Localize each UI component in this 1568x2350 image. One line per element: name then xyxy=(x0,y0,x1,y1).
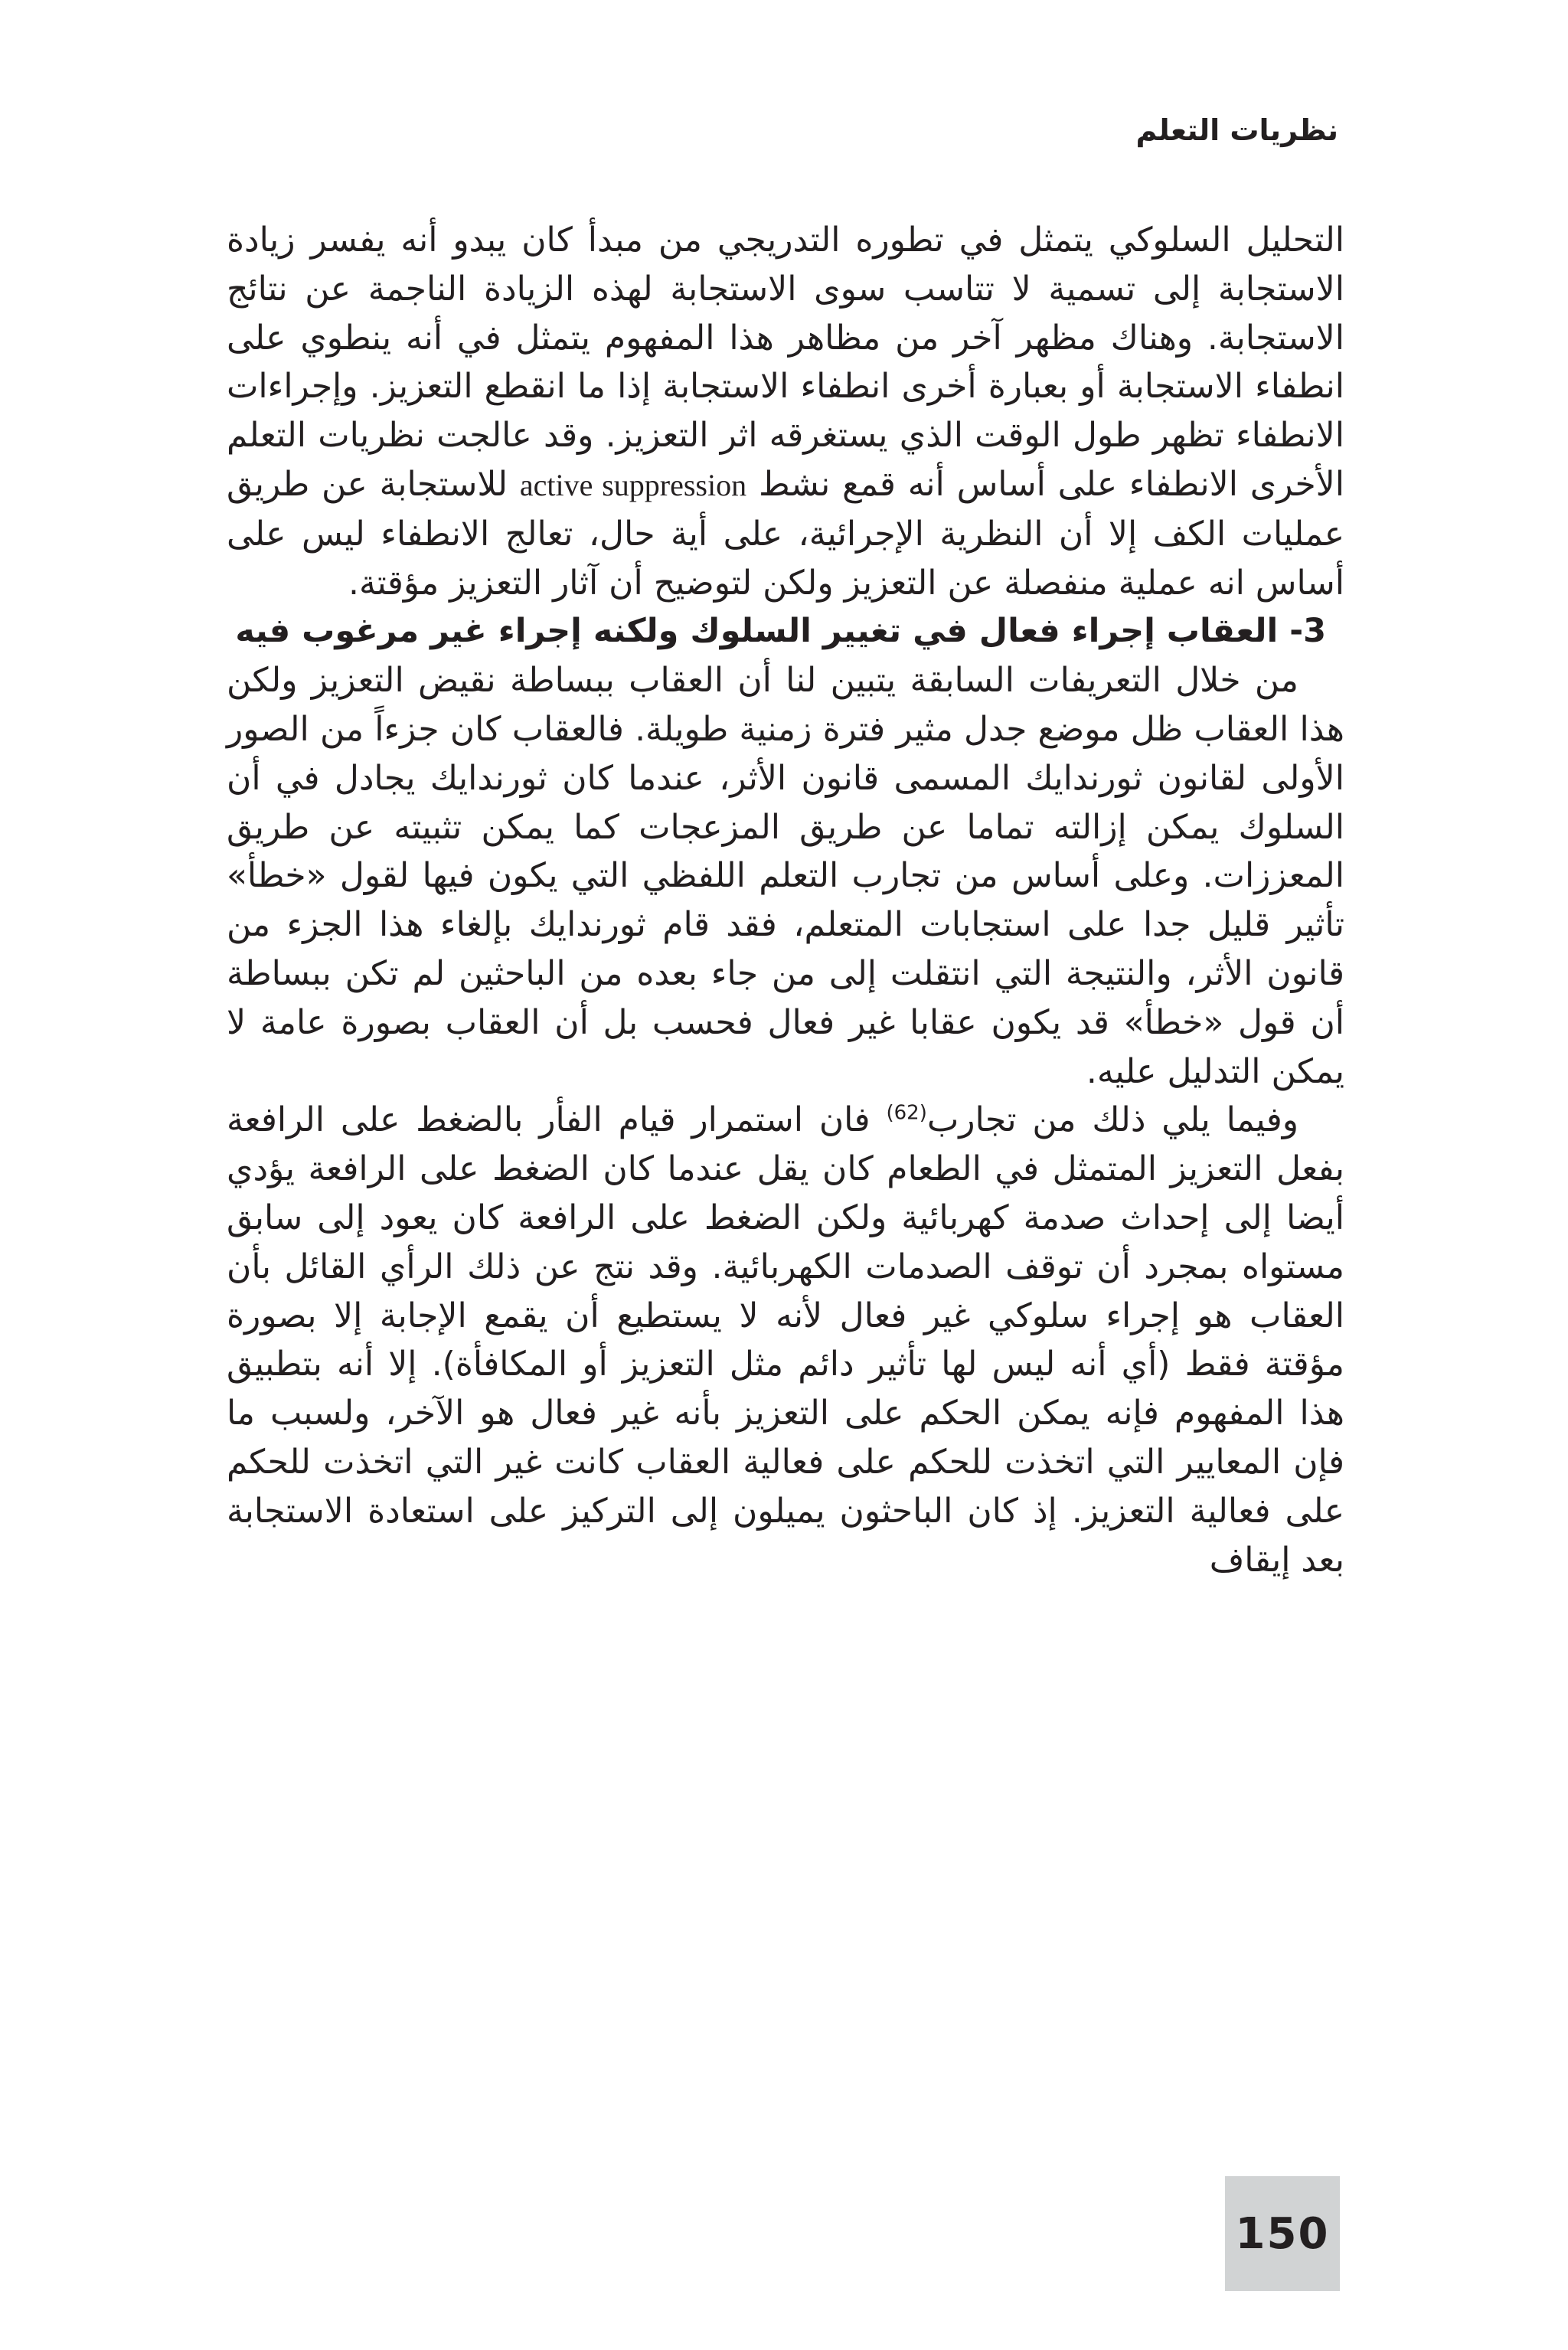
paragraph-3-text-b: فان استمرار قيام الفأر بالضغط على الرافعة بفعل التعزيز المتمثل في الطعام كان يقل عندما كان الضغط على الرافعة يؤدي أيضا إلى إحداث صدمة كهربائية ولكن الضغط على الرافعة كان يعود إلى سابق مستواه بمجرد أن توقف الصدمات الكهربائية. وقد نتج عن ذلك الرأي القائل بأن العقاب هو إجراء سلوكي غير فعال لأنه لا يستطيع أن يقمع الإجابة إلا بصورة مؤقتة فقط (أي أنه ليس لها تأثير دائم مثل التعزيز أو المكافأة). إلا أنه بتطبيق هذا المفهوم فإنه يمكن الحكم على التعزيز بأنه غير فعال هو الآخر، ولسبب ما فإن المعايير التي اتخذت للحكم على فعالية العقاب كانت غير التي اتخذت للحكم على فعالية التعزيز. إذ كان الباحثون يميلون إلى التركيز على استعادة الاستجابة بعد إيقاف xyxy=(227,1100,1344,1580)
running-header: نظريات التعلم xyxy=(1135,113,1338,147)
paragraph-2: من خلال التعريفات السابقة يتبين لنا أن العقاب ببساطة نقيض التعزيز ولكن هذا العقاب ظل موضع جدل مثير فترة زمنية طويلة. فالعقاب كان جزءاً من الصور الأولى لقانون ثورندايك المسمى قانون الأثر، عندما كان ثورندايك يجادل في أن السلوك يمكن إزالته تماما عن طريق المزعجات كما يمكن تثبيته عن طريق المعززات. وعلى أساس من تجارب التعلم اللفظي التي يكون فيها لقول «خطأ» تأثير قليل جدا على استجابات المتعلم، فقد قام ثورندايك بإلغاء هذا الجزء من قانون الأثر، والنتيجة التي انتقلت إلى من جاء بعده من الباحثين لم تكن ببساطة أن قول «خطأ» قد يكون عقابا غير فعال فحسب بل أن العقاب بصورة عامة لا يمكن التدليل عليه. xyxy=(227,661,1344,1091)
page-number-box xyxy=(1225,2176,1340,2291)
section-heading: 3- العقاب إجراء فعال في تغيير السلوك ولكنه إجراء غير مرغوب فيه xyxy=(235,612,1326,651)
paragraph-3 xyxy=(227,1096,1344,1584)
latin-term: active suppression xyxy=(519,467,747,502)
paragraph-1 xyxy=(227,216,1344,607)
paragraph-3-text-a: وفيما يلي ذلك من تجارب xyxy=(926,1100,1298,1140)
paragraph-1-text-a: التحليل السلوكي يتمثل في تطوره التدريجي من مبدأ كان يبدو أنه يفسر زيادة الاستجابة إلى تسمية لا تتاسب سوى الاستجابة لهذه الزيادة الناجمة عن نتائج الاستجابة. وهناك مظهر آخر من مظاهر هذا المفهوم يتمثل في أنه ينطوي على انطفاء الاستجابة أو بعبارة أخرى انطفاء الاستجابة إذا ما انقطع التعزيز. وإجراءات الانطفاء تظهر طول الوقت الذي يستغرقه اثر التعزيز. وقد عالجت نظريات التعلم الأخرى الانطفاء على أساس أنه قمع نشط xyxy=(227,221,1344,504)
page-number: 150 xyxy=(1235,2208,1330,2259)
paragraph-1-text-b: للاستجابة عن طريق عمليات الكف إلا أن النظرية الإجرائية، على أية حال، تعالج الانطفاء ليس على أساس انه عملية منفصلة عن التعزيز ولكن لتوضيح أن آثار التعزيز مؤقتة. xyxy=(227,464,1344,603)
footnote-reference: (62) xyxy=(886,1101,927,1125)
body-text xyxy=(227,216,1344,1584)
